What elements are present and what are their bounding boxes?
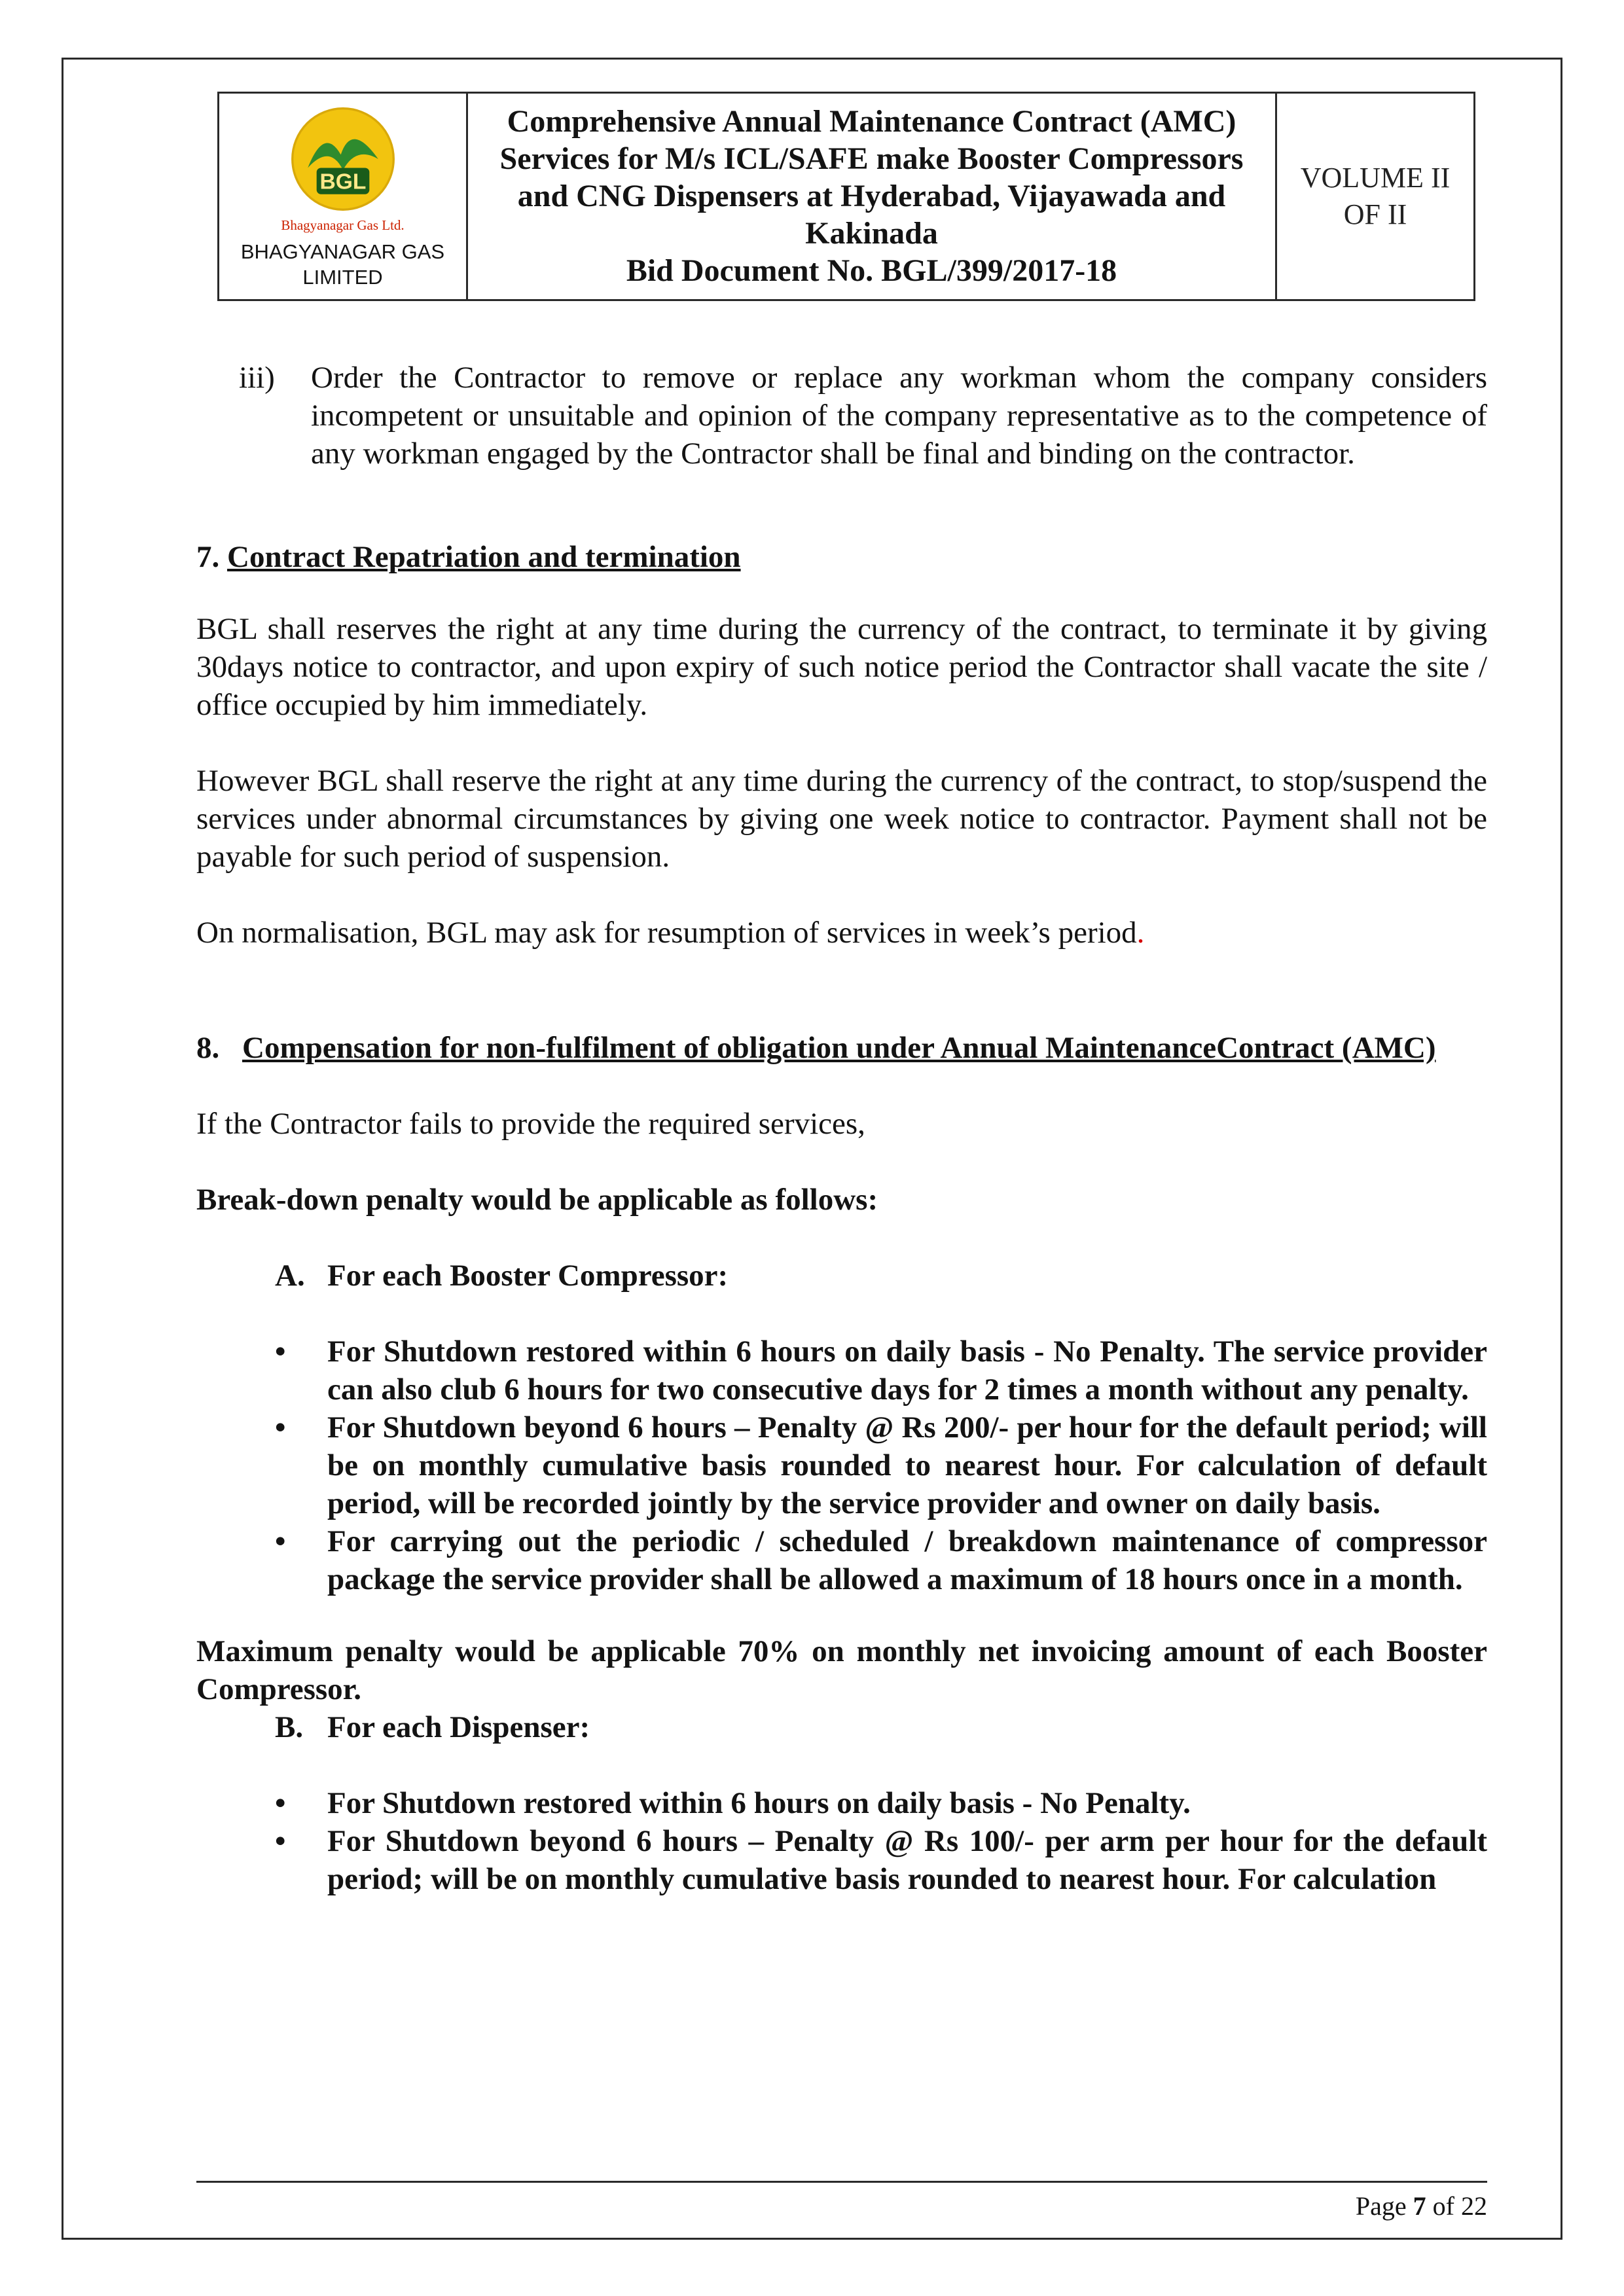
volume-line1: VOLUME II bbox=[1300, 162, 1451, 194]
list-item-b bbox=[196, 1708, 1487, 1746]
section-8-number: 8. bbox=[196, 1031, 220, 1065]
bullet-item bbox=[196, 1784, 1487, 1822]
logo-tagline: Bhagyanagar Gas Ltd. bbox=[281, 217, 405, 233]
bullet-a2-text: For Shutdown beyond 6 hours – Penalty @ Rs 200/- per hour for the default period; will be on monthly cumulative basis rounded to nearest hour. For calculation of default period, will be recorded jointly by the service provider and owner on daily basis. bbox=[327, 1410, 1487, 1520]
bullet-a1-text: For Shutdown restored within 6 hours on daily basis - No Penalty. The service provider can also club 6 hours for two consecutive days for 2 times a month without any penalty. bbox=[327, 1335, 1487, 1407]
logo-cell bbox=[219, 94, 468, 299]
company-name-line2: LIMITED bbox=[302, 266, 383, 289]
bullet-icon: • bbox=[275, 1335, 286, 1369]
list-marker-iii: iii) bbox=[239, 361, 275, 395]
company-name-line1: BHAGYANAGAR GAS bbox=[240, 240, 445, 263]
bullet-list-a bbox=[196, 1333, 1487, 1598]
section-7-heading bbox=[196, 538, 1487, 576]
footer-page-suffix: of 22 bbox=[1426, 2191, 1487, 2221]
volume-line2: OF II bbox=[1343, 198, 1407, 230]
bullet-icon: • bbox=[275, 1786, 286, 1820]
list-item-iii bbox=[196, 359, 1487, 473]
bid-document-number: Bid Document No. BGL/399/2017-18 bbox=[626, 253, 1117, 288]
bullet-icon: • bbox=[275, 1524, 286, 1558]
document-header-table bbox=[217, 92, 1475, 301]
list-marker-a: A. bbox=[275, 1259, 305, 1293]
list-item-a bbox=[196, 1257, 1487, 1295]
bullet-a3-text: For carrying out the periodic / scheduled / breakdown maintenance of compressor package the service provider shall be allowed a maximum of 18 hours once in a month. bbox=[327, 1524, 1487, 1596]
volume-cell bbox=[1277, 94, 1473, 299]
bullet-list-b bbox=[196, 1784, 1487, 1898]
company-name bbox=[241, 239, 444, 290]
document-title: Comprehensive Annual Maintenance Contract (AMC) Services for M/s ICL/SAFE make Booster Compressors and CNG Dispensers at Hyderabad, Vijayawada and Kakinada bbox=[499, 104, 1244, 251]
section-7-title: Contract Repatriation and termination bbox=[227, 540, 741, 574]
bullet-b1-text: For Shutdown restored within 6 hours on daily basis - No Penalty. bbox=[327, 1786, 1191, 1820]
section-8-title: Compensation for non-fulfilment of obligation under Annual MaintenanceContract (AMC) bbox=[242, 1031, 1436, 1065]
bullet-item bbox=[196, 1333, 1487, 1408]
bullet-item bbox=[196, 1522, 1487, 1598]
document-title-cell bbox=[468, 94, 1277, 299]
paragraph-if-contractor-fails: If the Contractor fails to provide the required services, bbox=[196, 1107, 865, 1141]
bullet-b2-text: For Shutdown beyond 6 hours – Penalty @ Rs 100/- per arm per hour for the default period; will be on monthly cumulative basis rounded to nearest hour. For calculation bbox=[327, 1824, 1487, 1896]
paragraph-resumption-text: On normalisation, BGL may ask for resumption of services in week’s period bbox=[196, 916, 1137, 950]
list-marker-b: B. bbox=[275, 1710, 304, 1744]
breakdown-penalty-heading: Break-down penalty would be applicable as follows: bbox=[196, 1183, 878, 1217]
list-item-iii-text: Order the Contractor to remove or replace any workman whom the company considers incompetent or unsuitable and opinion of the company representative as to the competence of any workman engaged by the Contractor shall be final and binding on the contractor. bbox=[311, 361, 1487, 471]
bullet-icon: • bbox=[275, 1824, 286, 1858]
bullet-item bbox=[196, 1822, 1487, 1898]
bullet-item bbox=[196, 1408, 1487, 1522]
paragraph-resumption bbox=[196, 914, 1487, 952]
document-body bbox=[196, 359, 1487, 1898]
svg-text:BGL: BGL bbox=[319, 170, 366, 194]
paragraph-suspension: However BGL shall reserve the right at any time during the currency of the contract, to stop/suspend the services under abnormal circumstances by giving one week notice to contractor. Payment shall not be payable for such period of suspension. bbox=[196, 764, 1487, 874]
footer-page-number: 7 bbox=[1413, 2191, 1426, 2221]
page-footer bbox=[196, 2181, 1487, 2222]
paragraph-max-penalty: Maximum penalty would be applicable 70% on monthly net invoicing amount of each Booster Compressor. bbox=[196, 1634, 1487, 1706]
section-7-number: 7. bbox=[196, 540, 220, 574]
footer-page-prefix: Page bbox=[1355, 2191, 1413, 2221]
paragraph-termination: BGL shall reserves the right at any time during the currency of the contract, to terminate it by giving 30days notice to contractor, and upon expiry of such notice period the Contractor shall vacate the site / office occupied by him immediately. bbox=[196, 612, 1487, 722]
list-item-b-text: For each Dispenser: bbox=[327, 1710, 590, 1744]
bgl-logo-icon bbox=[288, 104, 398, 217]
paragraph-resumption-period: . bbox=[1136, 916, 1145, 950]
list-item-a-text: For each Booster Compressor: bbox=[327, 1259, 729, 1293]
bullet-icon: • bbox=[275, 1410, 286, 1444]
section-8-heading bbox=[196, 1029, 1487, 1067]
